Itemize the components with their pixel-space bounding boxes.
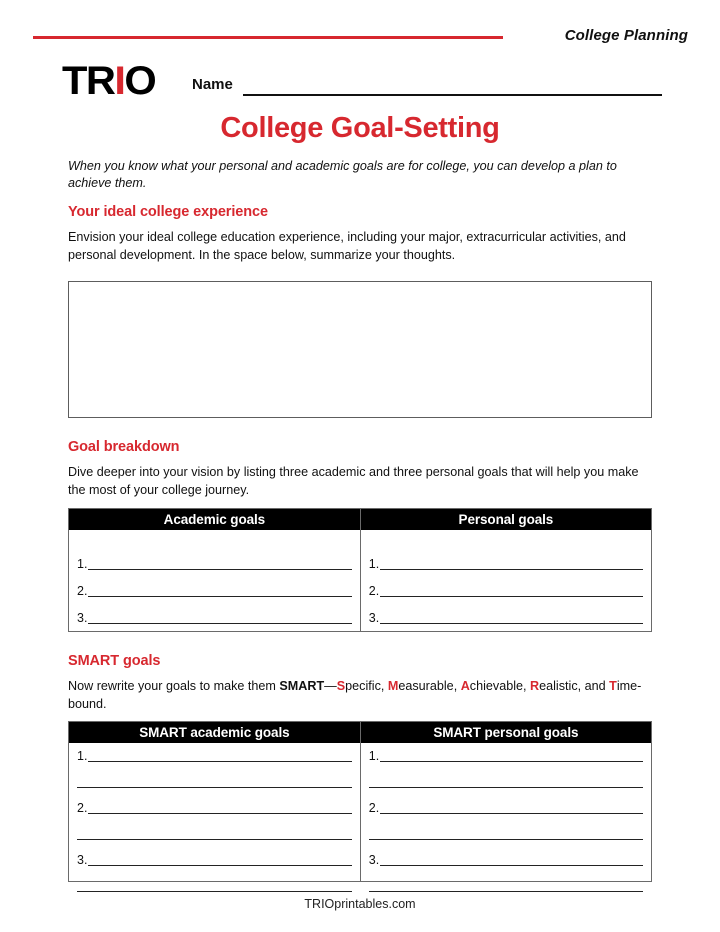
section-heading-ideal-experience: Your ideal college experience <box>68 204 268 220</box>
section-heading-goal-breakdown: Goal breakdown <box>68 439 180 455</box>
logo-text-pre: TR <box>62 59 115 103</box>
column-header-smart-academic-goals: SMART academic goals <box>69 722 360 743</box>
intro-paragraph: When you know what your personal and academic goals are for college, you can develop a plan to achieve them. <box>68 159 617 190</box>
name-input-line[interactable] <box>243 94 662 96</box>
ideal-experience-textarea[interactable] <box>68 281 652 418</box>
smart-letter-a: A <box>460 679 470 693</box>
write-line[interactable] <box>88 569 351 570</box>
write-line[interactable] <box>369 787 643 788</box>
write-line[interactable] <box>77 891 352 892</box>
line-number: 3. <box>368 853 380 867</box>
write-line[interactable] <box>369 891 643 892</box>
column-personal-goals <box>361 509 651 631</box>
smart-letter-s: S <box>336 679 346 693</box>
smart-acronym: SMART <box>279 679 325 693</box>
write-line[interactable] <box>380 569 643 570</box>
smart-word-timebound: ime-bound. <box>68 679 642 711</box>
line-number: 1. <box>77 749 88 763</box>
trio-logo <box>62 60 155 102</box>
column-body-smart-personal-goals <box>361 743 651 881</box>
footer-url[interactable]: TRIOprintables.com <box>304 897 416 911</box>
write-line[interactable] <box>88 596 351 597</box>
line-number: 3. <box>77 611 88 625</box>
write-line[interactable] <box>380 813 643 814</box>
section-body-ideal-experience: Envision your ideal college education experience, including your major, extracurricular activities, and personal development. In the space below, summarize your thoughts. <box>68 230 626 262</box>
smart-letter-r: R <box>530 679 540 693</box>
write-line[interactable] <box>380 596 643 597</box>
write-line[interactable] <box>380 623 643 624</box>
section-body-goal-breakdown: Dive deeper into your vision by listing three academic and three personal goals that will help you make the most of your college journey. <box>68 465 639 497</box>
write-line[interactable] <box>369 839 643 840</box>
smart-word-achievable: chievable, <box>469 679 531 693</box>
name-label: Name <box>192 76 233 93</box>
goal-breakdown-table <box>68 508 652 632</box>
logo-text-post: O <box>124 59 156 103</box>
column-body-smart-academic-goals <box>69 743 360 881</box>
logo-accent-letter: I <box>114 59 125 103</box>
smart-lead-text: Now rewrite your goals to make them <box>68 679 280 693</box>
column-smart-personal-goals <box>361 722 651 881</box>
write-line[interactable] <box>77 839 352 840</box>
line-number: 1. <box>368 749 380 763</box>
smart-word-specific: pecific, <box>345 679 388 693</box>
write-line[interactable] <box>380 761 643 762</box>
smart-letter-m: M <box>387 679 399 693</box>
line-number: 3. <box>368 611 380 625</box>
column-smart-academic-goals <box>69 722 361 881</box>
line-number: 2. <box>77 584 88 598</box>
smart-dash: — <box>324 679 337 693</box>
column-header-personal-goals: Personal goals <box>361 509 651 530</box>
section-body-smart-goals <box>68 678 646 713</box>
write-line[interactable] <box>380 865 643 866</box>
page-title: College Goal-Setting <box>220 112 500 144</box>
column-academic-goals <box>69 509 361 631</box>
section-heading-smart-goals: SMART goals <box>68 653 161 669</box>
header-rule <box>33 36 503 39</box>
line-number: 1. <box>368 557 380 571</box>
smart-goals-table <box>68 721 652 882</box>
write-line[interactable] <box>77 787 352 788</box>
line-number: 2. <box>368 801 380 815</box>
write-line[interactable] <box>88 623 351 624</box>
line-number: 2. <box>368 584 380 598</box>
smart-letter-t: T <box>609 679 617 693</box>
write-line[interactable] <box>88 761 351 762</box>
line-number: 1. <box>77 557 88 571</box>
write-line[interactable] <box>88 865 351 866</box>
line-number: 2. <box>77 801 88 815</box>
line-number: 3. <box>77 853 88 867</box>
column-header-smart-personal-goals: SMART personal goals <box>361 722 651 743</box>
header-category: College Planning <box>564 27 688 44</box>
smart-word-measurable: easurable, <box>398 679 461 693</box>
column-header-academic-goals: Academic goals <box>69 509 360 530</box>
column-body-personal-goals <box>361 530 651 631</box>
smart-word-realistic: ealistic, and <box>539 679 610 693</box>
write-line[interactable] <box>88 813 351 814</box>
column-body-academic-goals <box>69 530 360 631</box>
